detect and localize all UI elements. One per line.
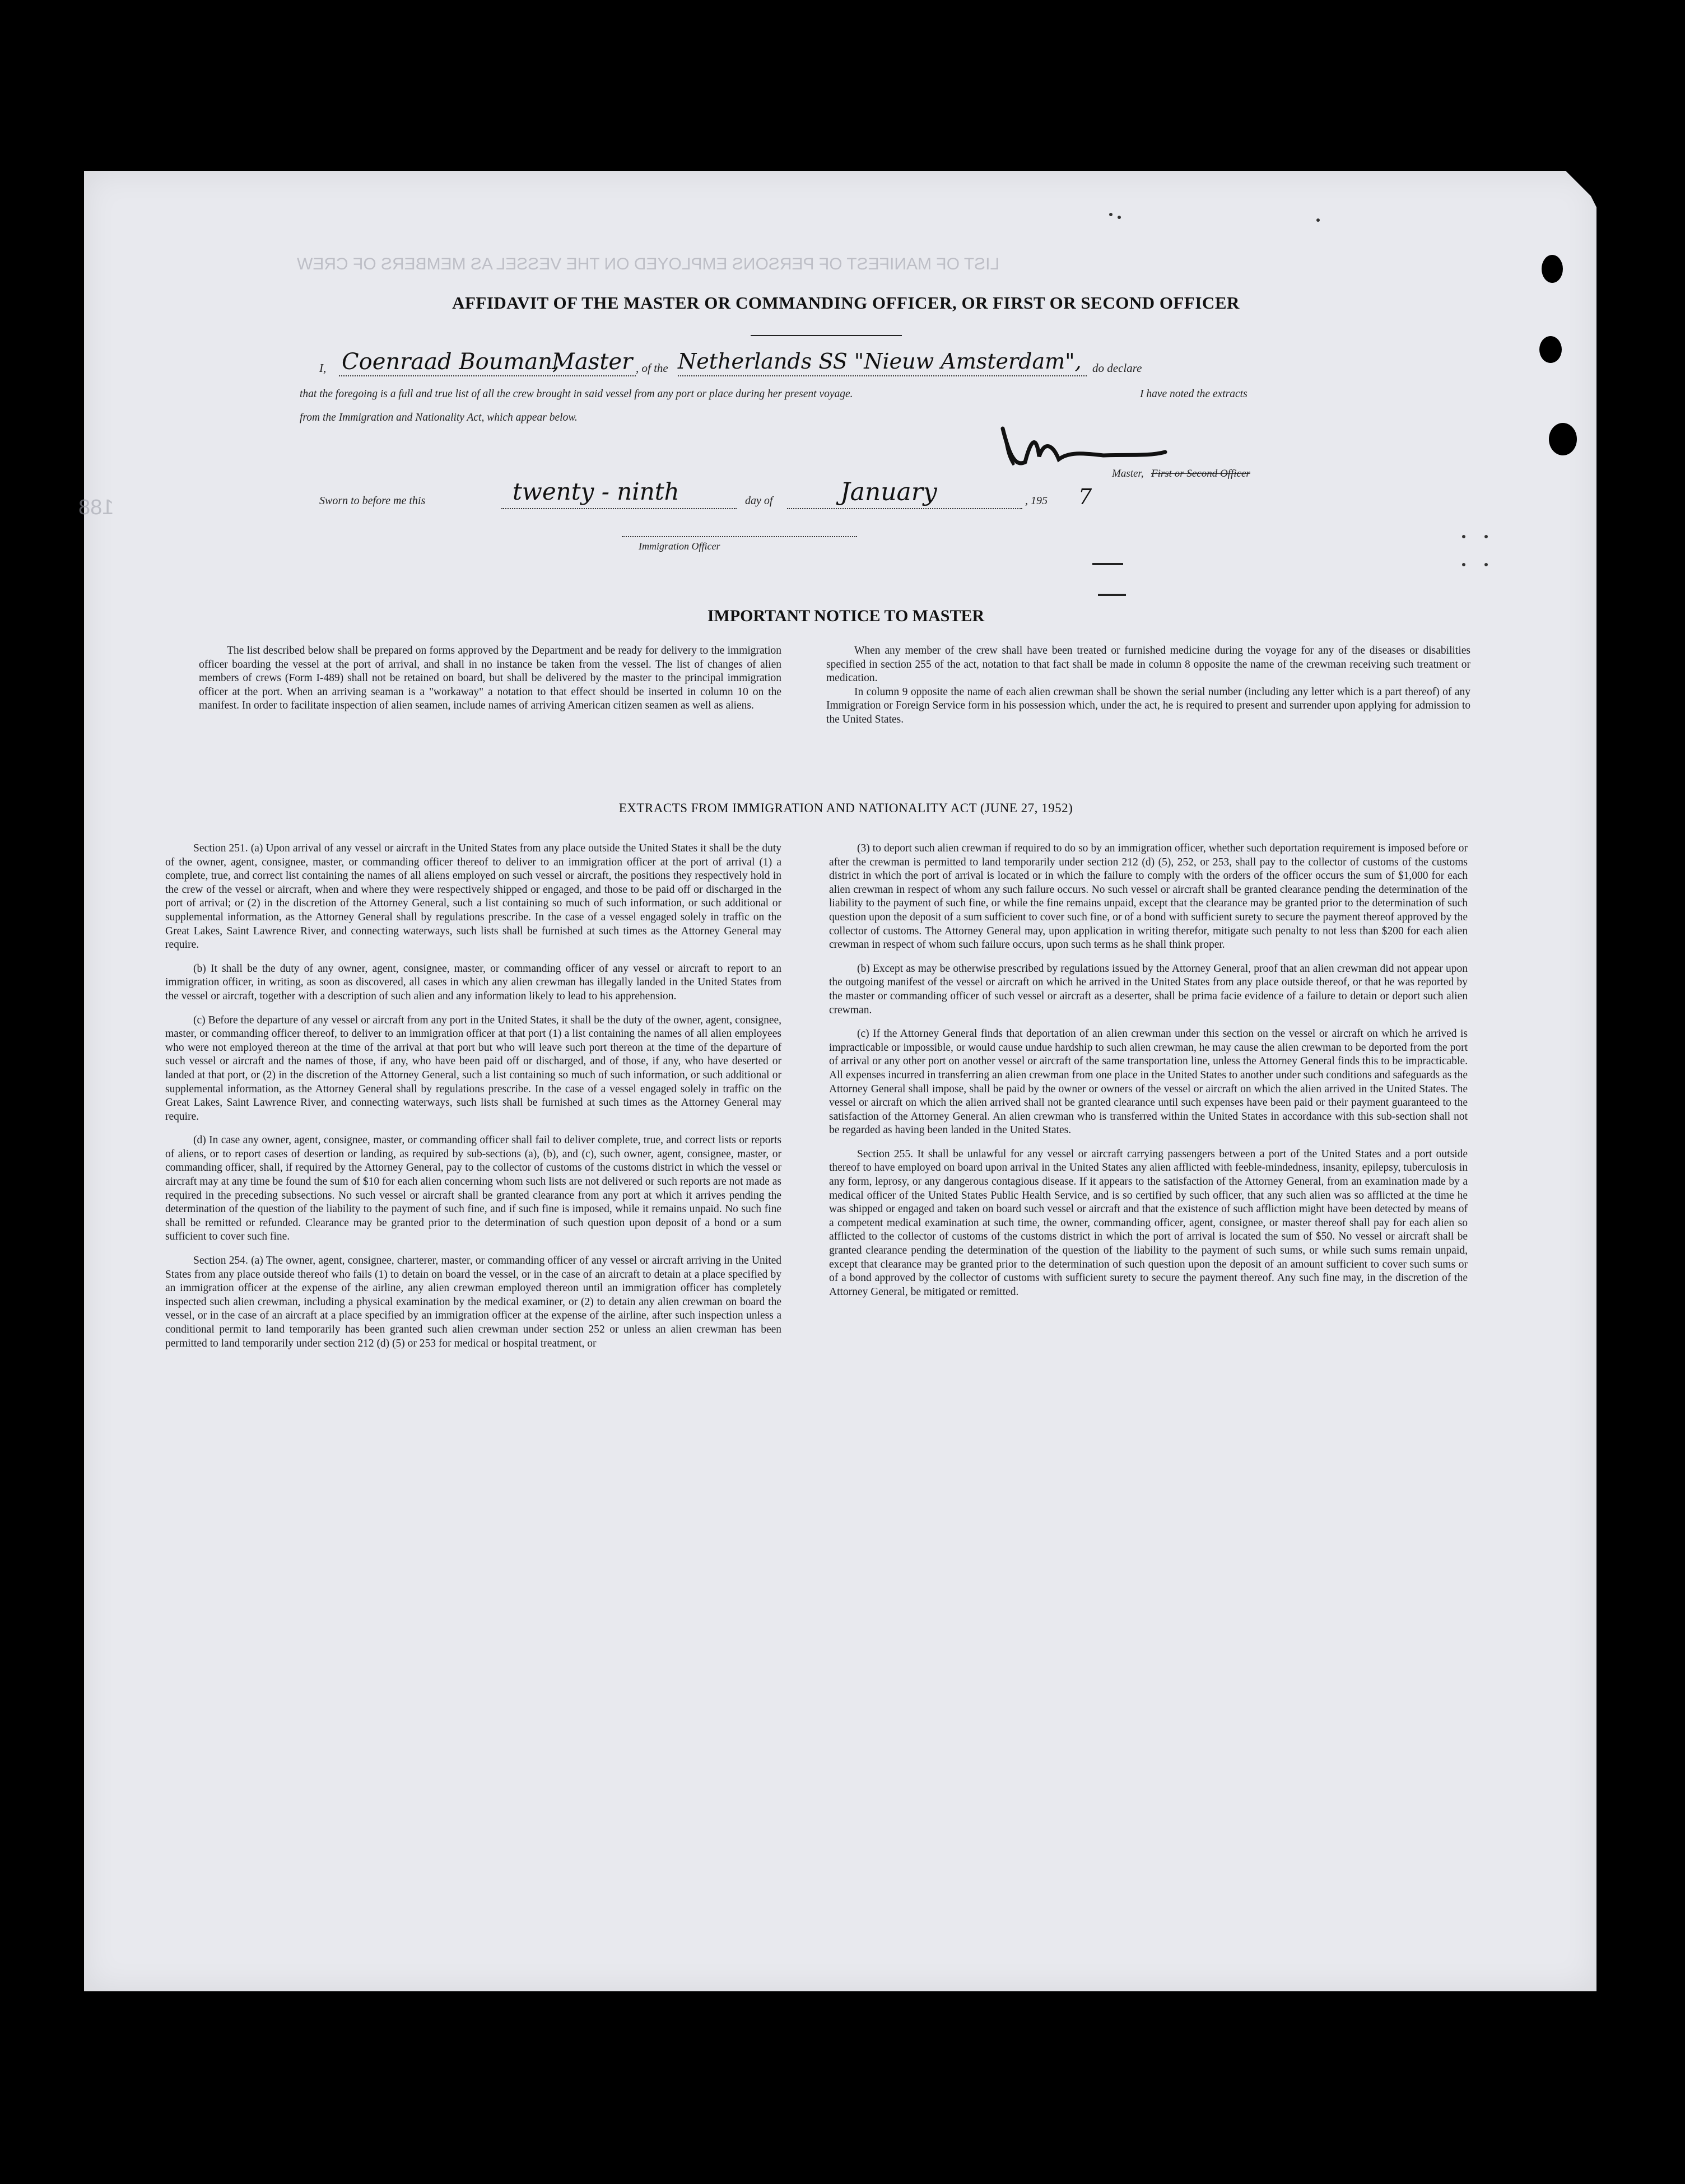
section-251d: (d) In case any owner, agent, consignee, master, or commanding officer shall fail to deliver complete, true, and correct lists or reports of aliens, or to report cases of desertion or landing, as required by sub-sections (a), (b), and (c), such owner, agent, consignee, master, or commanding officer, shall, if required by the Attorney General, pay to the collector of customs of the customs district in which the vessel or aircraft may at any time be found the sum of $10 for each alien concerning whom such lists are not delivered or such reports are not made as required in the preceding subsections. No such vessel or aircraft shall be granted clearance from any port at which it arrives pending the determination of the question of the liability to the payment of such fine, and if such fine is imposed, while it remains unpaid. No such fine shall be remitted or refunded. Clearance may be granted prior to the determination of such question upon deposit of a bond or a sum sufficient to cover such fine. xyxy=(165,1134,781,1243)
section-254a: Section 254. (a) The owner, agent, consignee, charterer, master, or commanding officer of any vessel or aircraft arriving in the United States from any place outside thereof who fails (1) to detain on board the vessel, or in the case of an aircraft to detain at a place specified by an immigration officer at the expense of the airline, any alien crewman employed thereon until an immigration officer has completely inspected such alien crewman, including a physical examination by the medical examiner, or (2) to detain any alien crewman on board the vessel, or in the case of an aircraft at a place specified by an immigration officer at the expense of the airline, after such inspection unless a conditional permit to land temporarily has been granted such alien crewman under section 252 or unless an alien crewman has been permitted to land temporarily under section 212 (d) (5) or 253 for medical or hospital treatment, or xyxy=(165,1255,781,1349)
sworn-year-prefix: , 195 xyxy=(1025,495,1048,507)
notice-left-column xyxy=(199,644,781,723)
declaration-of-the: , of the xyxy=(636,361,668,375)
affidavit-title: AFFIDAVIT OF THE MASTER OR COMMANDING OFFICER, OR FIRST OR SECOND OFFICER xyxy=(452,293,1240,313)
extracts-left-column xyxy=(165,842,781,1361)
notice-right-paragraph-1: When any member of the crew shall have been treated or furnished medicine during the voyage for any of the diseases or disabilities specified in section 255 of the act, notation to that fact shall be made in column 8 opposite the name of the crewman receiving such treatment or medication. xyxy=(826,645,1470,684)
section-254c: (c) If the Attorney General finds that deportation of an alien crewman under this section on the vessel or aircraft on which he arrived is impracticable or impossible, or would cause undue hardship to such alien crewman, he may cause the alien crewman to be deported from the port of arrival or any other port on another vessel or aircraft of the same transportation line, unless the Attorney General finds this to be impracticable. All expenses incurred in transferring an alien crewman from one place in the United States to another under such conditions and safeguards as the Attorney General shall impose, shall be paid by the owner or owners of the vessel or aircraft on which the alien arrived in the United States. The vessel or aircraft on which the alien arrived shall not be granted clearance until such expenses have been paid or their payment guaranteed to the satisfaction of the Attorney General. An alien crewman who is transferred within the United States in accordance with this sub-section shall not be regarded as having been landed in the United States. xyxy=(829,1028,1468,1137)
ink-dot xyxy=(1462,563,1465,566)
officer-signature-line xyxy=(622,536,857,537)
margin-number: 188 xyxy=(78,496,114,519)
section-251a: Section 251. (a) Upon arrival of any vessel or aircraft in the United States from any place outside the United States it shall be the duty of the owner, agent, consignee, master, or commanding officer thereof to deliver to an immigration officer at the port of arrival (1) a complete, true, and correct list containing the names of all aliens employed on such vessel or aircraft, the positions they respectively hold in the crew of the vessel or aircraft, when and where they were respectively shipped or engaged, and those to be paid off or discharged in the port of arrival; or (2) in the discretion of the Attorney General, such a list containing so much of such information, or such additional or supplemental information, as the Attorney General shall by regulations prescribe. In the case of a vessel engaged solely in traffic on the Great Lakes, Saint Lawrence River, and connecting waterways, such lists shall be furnished at such times as the Attorney General may require. xyxy=(165,842,781,951)
bleed-through-text: LIST OF MANIFEST OF PERSONS EMPLOYED ON THE VESSEL AS MEMBERS OF CREW xyxy=(297,255,1000,273)
notice-right-column xyxy=(826,644,1470,737)
master-rank-handwritten: Master xyxy=(552,349,633,375)
notice-left-paragraph: The list described below shall be prepared on forms approved by the Department and be ready for delivery to the immigration officer boarding the vessel at the port of arrival, and shall in no instance be taken from the vessel. The list of changes of alien members of crews (Form I-489) shall not be retained on board, but shall be delivered by the master to the principal immigration officer at the port. When an arriving seaman is a "workaway" a notation to that effect should be inserted in column 10 on the manifest. In order to facilitate inspection of alien seamen, include names of arriving American citizen seamen as well as aliens. xyxy=(199,645,781,712)
master-name-handwritten: Coenraad Bouman, xyxy=(342,349,560,375)
section-255: Section 255. It shall be unlawful for any vessel or aircraft carrying passengers between a port of the United States and a port outside thereof to have employed on board upon arrival in the United States any alien afflicted with feeble-mindedness, insanity, epilepsy, tuberculosis in any form, leprosy, or any dangerous contagious disease. If it appears to the satisfaction of the Attorney General, from an examination made by a medical officer of the United States Public Health Service, and is so certified by such officer, that any such alien was so afflicted at the time he was shipped or engaged and taken on board such vessel or aircraft and that the existence of such affliction might have been detected by means of a competent medical examination at such time, the owner, commanding officer, agent, consignee, or master thereof shall pay for each alien so afflicted to the collector of customs of the customs district in which the port of arrival is located the sum of $50. No vessel or aircraft shall be granted clearance pending the determination of the question of the liability to the payment of such sums, or while such sums remain unpaid, except that clearance may be granted prior to the determination of such question upon the deposit of an amount sufficient to cover such sums or of a bond approved by the collector of customs with sufficient surety to secure the payment thereof. Any such fine may, in the discretion of the Attorney General, be mitigated or remitted. xyxy=(829,1148,1468,1298)
declaration-line-3: from the Immigration and Nationality Act, which appear below. xyxy=(300,412,578,423)
punch-hole xyxy=(1549,423,1577,455)
sworn-month-handwritten: January xyxy=(840,478,937,506)
sworn-day-of: day of xyxy=(745,495,773,507)
sworn-prefix: Sworn to before me this xyxy=(319,495,426,507)
ink-dot xyxy=(1316,218,1320,222)
extracts-title: EXTRACTS FROM IMMIGRATION AND NATIONALITY ACT (JUNE 27, 1952) xyxy=(618,801,1073,815)
vessel-handwritten: Netherlands SS "Nieuw Amsterdam", xyxy=(678,349,1082,374)
ink-dot xyxy=(1484,563,1488,566)
struck-officer-label: First or Second Officer xyxy=(1151,468,1250,479)
section-251c: (c) Before the departure of any vessel or aircraft from any port in the United States, it shall be the duty of the owner, agent, consignee, master, or commanding officer thereof, to deliver to an immigration officer at that port (1) a list containing the names of all alien employees who were not employed thereon at the time of the arrival at that port but who will leave such port thereon at the time of the departure of such vessel or aircraft and the names of those, if any, who have been paid off or discharged, and of those, if any, who have deserted or landed at that port, or (2) in the discretion of the Attorney General, such a list containing so much of such information, or such additional or supplemental information, as the Attorney General shall by regulations prescribe. In the case of a vessel engaged solely in traffic on the Great Lakes, Saint Lawrence River, and connecting waterways, such lists shall be furnished at such times as the Attorney General may require. xyxy=(165,1014,781,1123)
declaration-do-declare: do declare xyxy=(1092,361,1142,375)
extracts-right-column xyxy=(829,842,1468,1309)
immigration-officer-label: Immigration Officer xyxy=(639,541,720,552)
sworn-day-underline xyxy=(501,508,737,509)
sworn-year-digit: 7 xyxy=(1078,485,1092,509)
title-rule xyxy=(751,335,902,336)
punch-hole xyxy=(1542,255,1563,283)
notice-title: IMPORTANT NOTICE TO MASTER xyxy=(707,607,985,625)
sworn-month-underline xyxy=(787,508,1022,509)
section-254b: (b) Except as may be otherwise prescribed by regulations issued by the Attorney General, proof that an alien crewman did not appear upon the outgoing manifest of the vessel or aircraft on which he arrived in the United States from any place outside thereof, or that he was reported by the master or commanding officer of such vessel or aircraft as a deserter, shall be prima facie evidence of a failure to detain or deport such alien crewman. xyxy=(829,962,1468,1016)
punch-hole xyxy=(1539,336,1562,363)
document-page xyxy=(78,171,1596,1991)
declaration-noted: I have noted the extracts xyxy=(1140,388,1248,400)
declaration-line-2: that the foregoing is a full and true list of all the crew brought in said vessel from any port or place during her present voyage. xyxy=(300,388,853,400)
declaration-i: I, xyxy=(319,361,327,375)
master-signature xyxy=(992,417,1176,479)
ink-dot xyxy=(1462,535,1465,538)
master-label: Master, xyxy=(1112,468,1144,479)
ink-dash xyxy=(1098,594,1126,596)
section-254a-cont: (3) to deport such alien crewman if required to do so by an immigration officer, whether such deportation requirement is imposed before or after the crewman is permitted to land temporarily under section 212 (d) (5), 252, or 253, shall pay to the collector of customs of the customs district in which the port of arrival is located or in which the failure to comply with the orders of the officer occurs the sum of $1,000 for each alien crewman in respect of whom any such failure occurs. No such vessel or aircraft shall be granted clearance pending the determination of the liability to the payment of such fine, or while the fine remains unpaid, except that the clearance may be granted prior to the determination of such question upon the deposit of a sum sufficient to cover such fine, or of a bond with sufficient surety to secure the payment thereof approved by the collector of customs. The Attorney General may, upon application in writing therefor, mitigate such penalty to not less than $200 for each alien crewman in respect of whom such failure occurs, upon such terms as he shall think proper. xyxy=(829,842,1468,951)
ink-dot xyxy=(1109,213,1113,216)
vessel-underline xyxy=(678,375,1087,376)
name-underline xyxy=(339,375,636,376)
torn-corner xyxy=(1557,162,1685,274)
section-251b: (b) It shall be the duty of any owner, agent, consignee, master, or commanding officer of any vessel or aircraft to report to an immigration officer, in writing, as soon as discovered, all cases in which any alien crewman has illegally landed in the United States from the vessel or aircraft, together with a description of such alien and any information likely to lead to his apprehension. xyxy=(165,962,781,1002)
ink-dot xyxy=(1484,535,1488,538)
ink-dot xyxy=(1118,216,1121,219)
ink-dash xyxy=(1092,563,1123,565)
notice-right-paragraph-2: In column 9 opposite the name of each alien crewman shall be shown the serial number (including any letter which is a part thereof) of any Immigration or Foreign Service form in his possession which, under the act, he is required to present and surrender upon applying for admission to the United States. xyxy=(826,686,1470,725)
sworn-day-handwritten: twenty - ninth xyxy=(513,478,679,505)
